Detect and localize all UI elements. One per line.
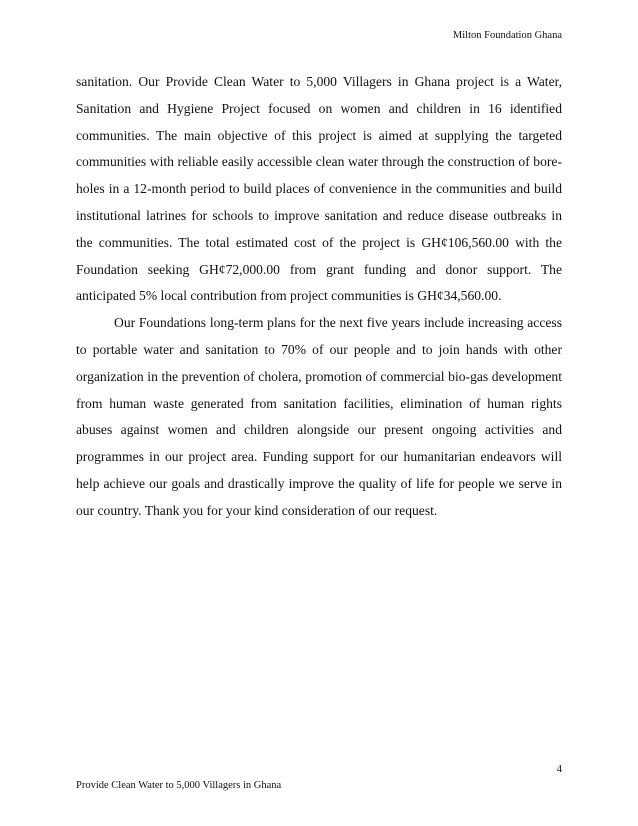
page-header: Milton Foundation Ghana	[452, 30, 562, 41]
document-body	[76, 69, 562, 525]
page-number: 4	[556, 764, 562, 775]
body-paragraph: Our Foundations long-term plans for the next five years include increasing access to portable water and sanitation to 70% of our people and to join hands with other organization in the prevention of cholera, promotion of commercial bio-gas development from human waste generated from sanitation facilities, elimination of human rights abuses against women and children alongside our present ongoing activities and programmes in our project area. Funding support for our humanitarian endeavors will help achieve our goals and drastically improve the quality of life for people we serve in our country. Thank you for your kind consideration of our request.	[76, 315, 562, 518]
page-footer: Provide Clean Water to 5,000 Villagers in Ghana	[76, 780, 282, 791]
body-paragraph-continued: sanitation. Our Provide Clean Water to 5,000 Villagers in Ghana project is a Water, Sanitation and Hygiene Project focused on women and children in 16 identified communities. The main objective of this project is aimed at supplying the targeted communities with reliable easily accessible clean water through the construction of bore-holes in a 12-month period to build places of convenience in the communities and build institutional latrines for schools to improve sanitation and reduce disease outbreaks in the communities. The total estimated cost of the project is GH¢106,560.00 with the Foundation seeking GH¢72,000.00 from grant funding and donor support. The anticipated 5% local contribution from project communities is GH¢34,560.00.	[76, 74, 562, 304]
